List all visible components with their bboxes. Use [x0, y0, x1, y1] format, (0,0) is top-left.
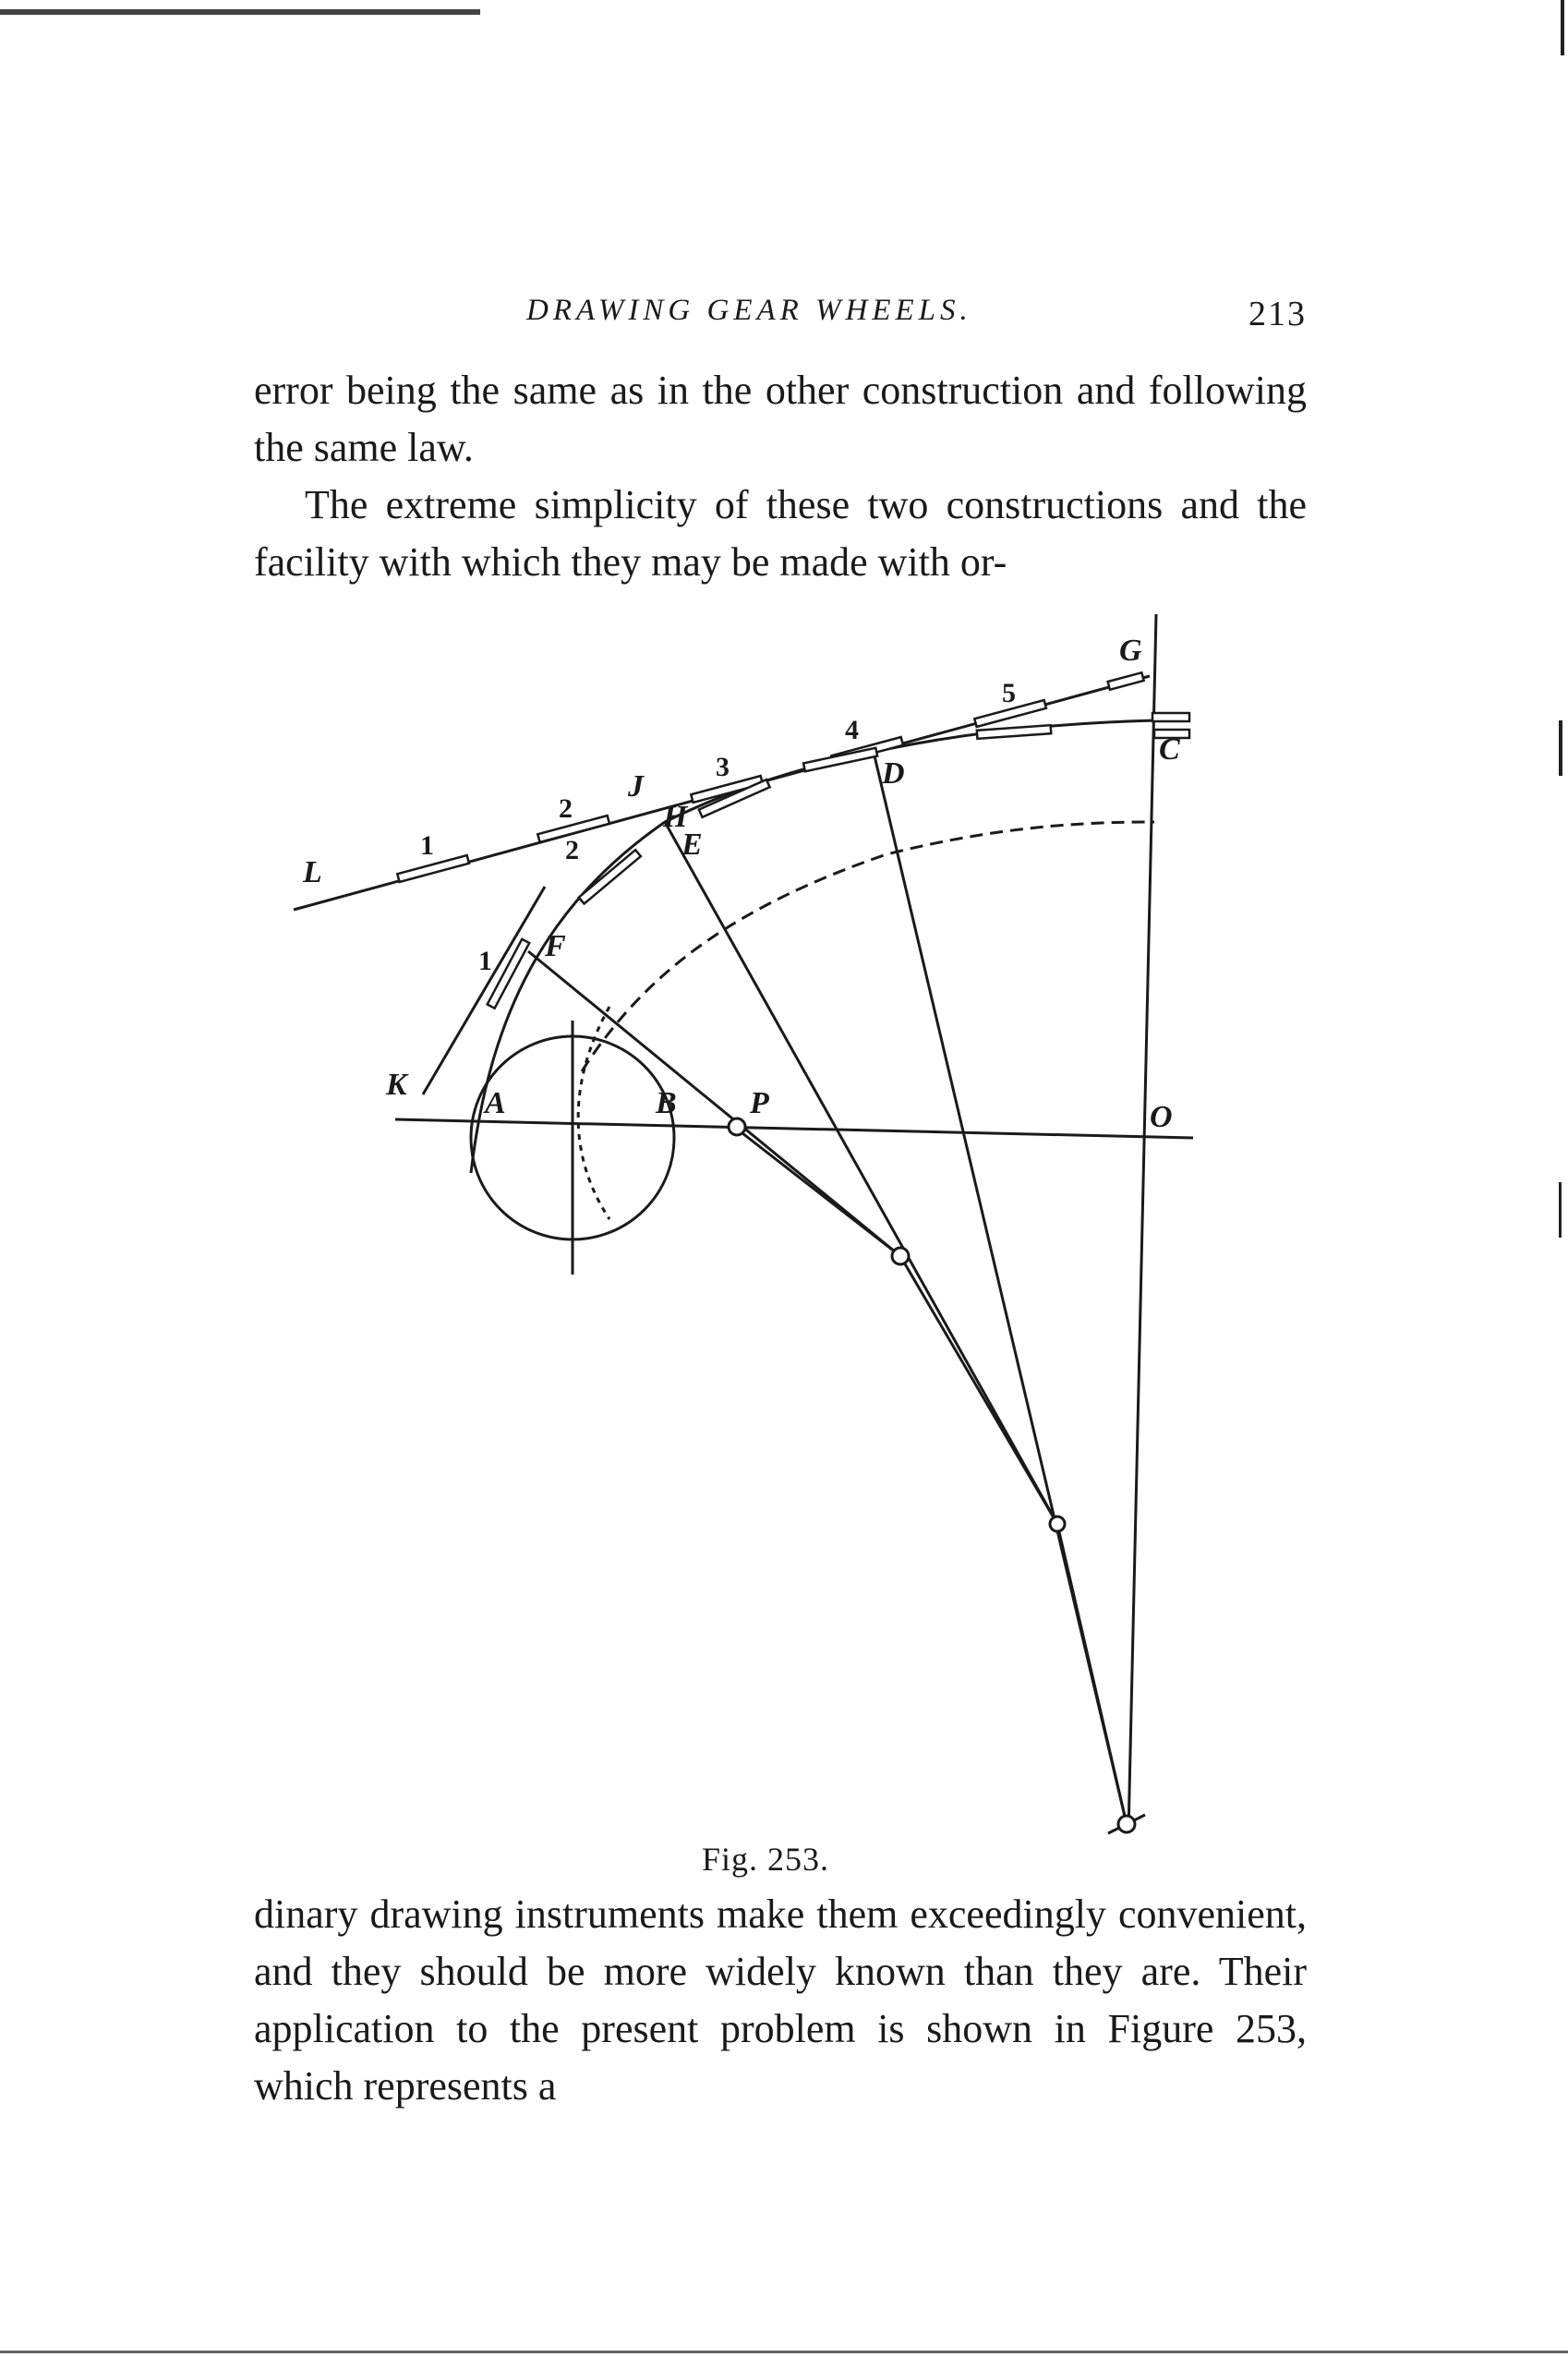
label-c: C — [1159, 732, 1180, 767]
center-point-p — [729, 1118, 745, 1135]
label-o: O — [1150, 1100, 1173, 1134]
paragraph-continued: dinary drawing instruments make them exceedingly convenient, and they should be more widely known than they are. Their application to the present problem is shown in Figure 253, which represents a — [254, 1892, 1307, 2109]
epicycloid-curve — [578, 1007, 609, 1219]
label-d: D — [882, 756, 905, 791]
label-e: E — [681, 828, 703, 862]
label-f: F — [545, 929, 566, 963]
label-arc-1: 1 — [478, 946, 492, 976]
step-bar — [1108, 672, 1144, 690]
horizontal-axis — [395, 1119, 1193, 1138]
label-j: J — [628, 769, 644, 804]
label-arc-2: 2 — [565, 835, 579, 865]
paragraph: The extreme simplicity of these two constructions and the facility with which they may be made with or- — [254, 482, 1307, 585]
radial-line-e — [665, 822, 1057, 1524]
label-p: P — [750, 1086, 769, 1120]
center-point-3 — [1118, 1816, 1135, 1832]
radial-line-f — [528, 951, 900, 1256]
center-point-1 — [892, 1248, 909, 1264]
label-h: H — [663, 800, 688, 834]
center-link-3 — [1057, 1524, 1127, 1824]
label-tangent-4: 4 — [845, 715, 859, 745]
label-k: K — [386, 1068, 407, 1102]
label-l: L — [303, 855, 322, 889]
k-line — [423, 887, 545, 1094]
center-link-2 — [900, 1256, 1057, 1524]
page-number: 213 — [1248, 295, 1307, 333]
arc-bar — [579, 850, 641, 903]
arc-bar — [1152, 713, 1189, 721]
arc-bar — [977, 725, 1051, 739]
label-b: B — [656, 1086, 677, 1120]
label-tangent-1: 1 — [420, 830, 434, 861]
running-title: DRAWING GEAR WHEELS. — [526, 294, 972, 327]
center-link-1 — [734, 1127, 900, 1256]
paragraph-continued: error being the same as in the other construction and following the same law. — [254, 368, 1307, 470]
label-a: A — [485, 1086, 506, 1120]
arc-bar — [803, 748, 877, 771]
label-tangent-5: 5 — [1002, 678, 1016, 708]
label-tangent-2: 2 — [559, 793, 573, 824]
figure-caption: Fig. 253. — [702, 1841, 830, 1878]
dashed-arc — [582, 822, 1154, 1071]
vertical-axis — [1128, 614, 1156, 1833]
label-g: G — [1119, 634, 1142, 668]
center-point-2 — [1050, 1517, 1065, 1531]
label-tangent-3: 3 — [716, 752, 730, 782]
body-text-bottom — [254, 1886, 1307, 2115]
